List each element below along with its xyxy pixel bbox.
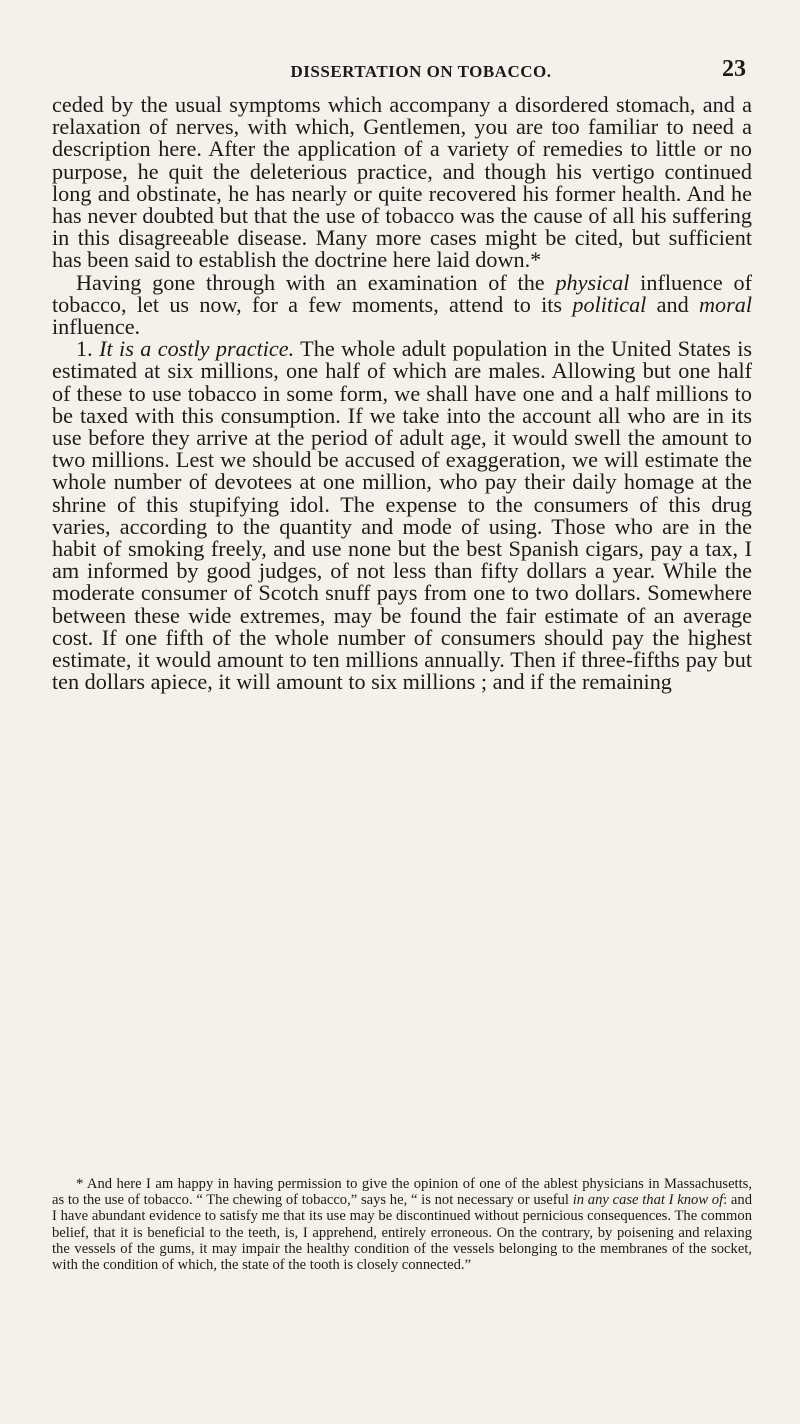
text-run: and xyxy=(646,291,699,317)
section-number: 1. xyxy=(76,336,100,362)
page-header xyxy=(96,56,746,86)
running-title: DISSERTATION ON TOBACCO. xyxy=(290,62,552,81)
text-run: Having gone through with an examination of the xyxy=(76,269,556,295)
paragraph-costly-practice xyxy=(52,338,752,693)
italic-moral: moral xyxy=(698,291,752,317)
text-run: influence. xyxy=(52,314,141,340)
footnote-text: : and I have abundant evidence to satisfy me that its use may be discontinued without pernicious consequences. The common belief, that it is beneficial to the teeth, is, I apprehend, entirely erroneous. On the contrary, by poisening and relaxing the vessels of the gums, it may impair the healthy condition of the vessels belonging to the membranes of the socket, with the condition of which, the state of the tooth is closely connected.” xyxy=(52,1192,752,1274)
italic-physical: physical xyxy=(555,269,630,295)
footnote-paragraph xyxy=(52,1176,752,1273)
paragraph-political-moral-intro xyxy=(52,269,752,340)
footnote-italic: in any case that I know of xyxy=(572,1192,724,1209)
section-text: The whole adult population in the United States is estimated at six millions, one half of which are males. Allowing but one half of these to use tobacco in some form, we shall have one and a half millions to be taxed with this consumption. If we take into the account all who are in its use before they arrive at the period of adult age, it would swell the amount to two millions. Lest we should be accused of exaggeration, we will estimate the whole number of devotees at one million, who pay their daily homage at the shrine of this stupifying idol. The expense to the consumers of this drug varies, according to the quantity and mode of using. Those who are in the habit of smoking freely, and use none but the best Spanish cigars, pay a tax, I am informed by good judges, of not less than fifty dollars a year. While the moderate consumer of Scotch snuff pays from one to two dollars. Somewhere between these wide extremes, may be found the fair estimate of an average cost. If one fifth of the whole number of consumers should pay the highest estimate, it would amount to ten millions annually. Then if three-fifths pay but ten dollars apiece, it will amount to six millions ; and if the remaining xyxy=(52,336,752,695)
footnote xyxy=(52,1176,752,1273)
body-text xyxy=(52,94,752,693)
page-number: 23 xyxy=(722,56,746,82)
text-run: influence of tobacco, let us now, for a few moments, attend to its xyxy=(52,269,752,317)
footnote-text: * And here I am happy in having permission to give the opinion of one of the ablest physicians in Massachusetts, as to the use of tobacco. “ The chewing of tobacco,” says he, “ is not necessary or useful xyxy=(52,1176,752,1209)
section-heading: It is a costly practice. xyxy=(99,336,295,362)
paragraph-continuation: ceded by the usual symptoms which accompany a disordered stomach, and a relaxation of nerves, with which, Gentlemen, you are too familiar to need a description here. After the application of a variety of remedies to little or no purpose, he quit the deleterious practice, and though his vertigo continued long and obstinate, he has nearly or quite recovered his former health. And he has never doubted but that the use of tobacco was the cause of all his suffering in this disagreeable disease. Many more cases might be cited, but sufficient has been said to establish the doctrine here laid down.* xyxy=(52,92,752,273)
italic-political: political xyxy=(572,291,647,317)
